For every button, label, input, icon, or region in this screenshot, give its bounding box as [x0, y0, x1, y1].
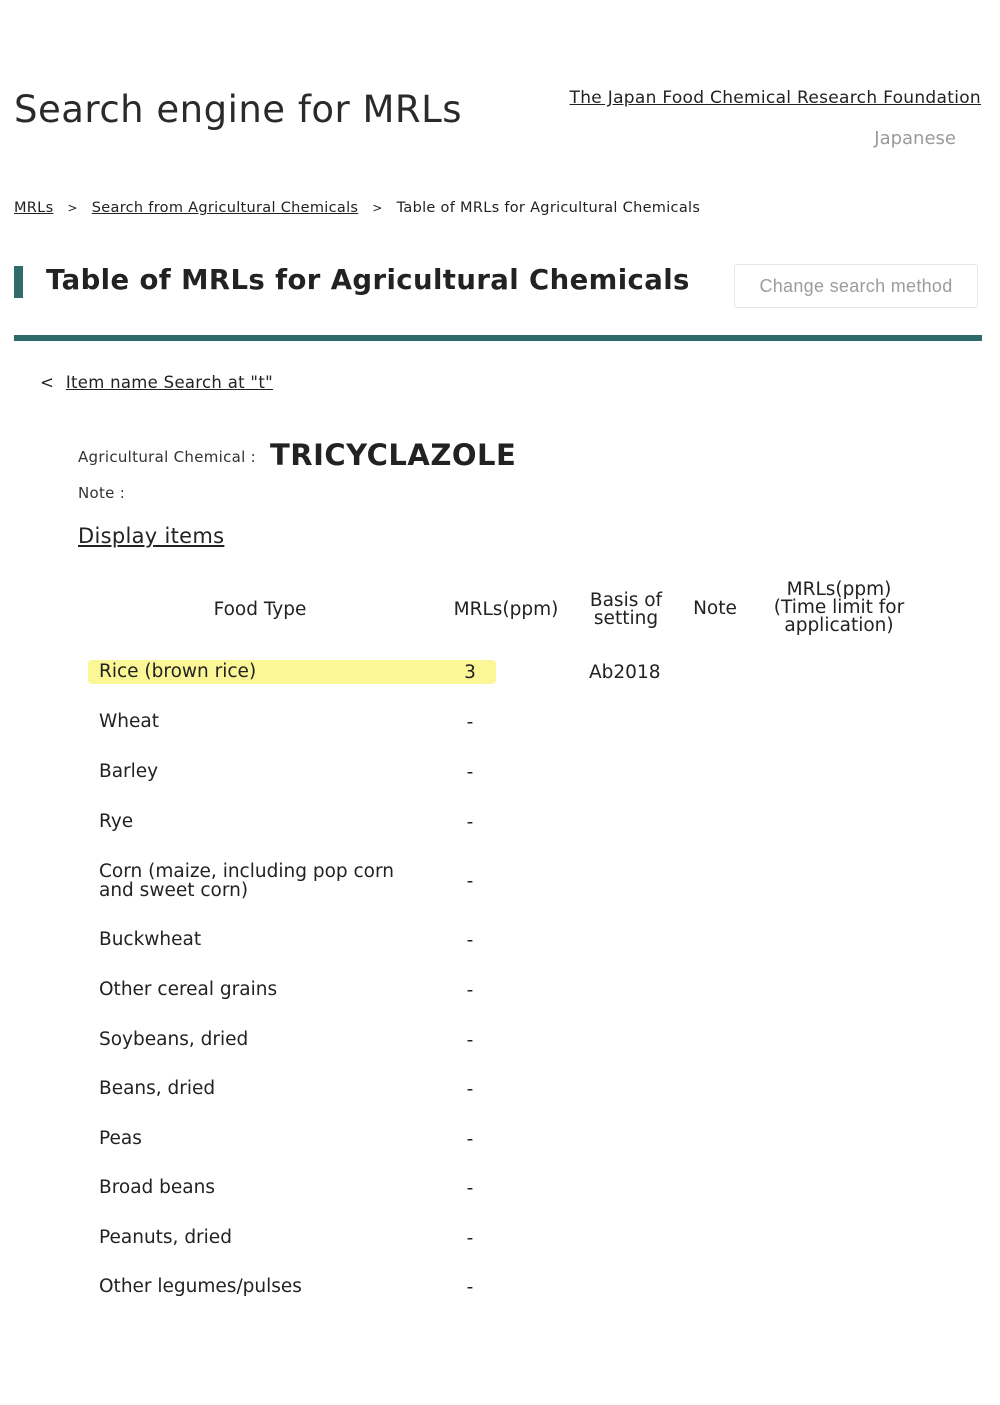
food-type-cell: Other legumes/pulses	[99, 1276, 302, 1297]
basis-cell: Ab2018	[589, 662, 661, 683]
header-mrls-time-line: MRLs(ppm)	[786, 579, 892, 600]
food-type-cell: Rice (brown rice)	[99, 661, 257, 682]
mrl-value-cell: -	[466, 980, 474, 1001]
table-row	[0, 1228, 1000, 1268]
header-note: Note	[693, 598, 737, 619]
table-row	[0, 1129, 1000, 1169]
mrl-value-cell: -	[466, 1178, 474, 1199]
back-navigation	[40, 373, 273, 392]
food-type-cell: Rye	[99, 811, 134, 832]
table-row	[0, 1277, 1000, 1317]
mrl-value-cell: -	[466, 1228, 474, 1249]
note-label: Note :	[78, 484, 126, 502]
breadcrumb	[14, 200, 700, 216]
header-mrls: MRLs(ppm)	[453, 599, 559, 620]
heading-accent-bar	[14, 266, 23, 298]
header-mrls-time-line: (Time limit for	[773, 597, 905, 618]
breadcrumb-item-search-agricultural-chemicals[interactable]: Search from Agricultural Chemicals	[91, 200, 359, 216]
mrl-value-cell: -	[466, 1030, 474, 1051]
food-type-line: Corn (maize, including pop corn	[99, 861, 395, 882]
header-basis-line: Basis of	[589, 590, 663, 611]
food-type-cell: Beans, dried	[99, 1078, 216, 1099]
food-type-line: and sweet corn)	[99, 880, 249, 901]
breadcrumb-separator: >	[372, 201, 383, 215]
mrl-value-cell: -	[466, 762, 474, 783]
display-items-link[interactable]: Display items	[78, 524, 225, 548]
header-food-type: Food Type	[213, 599, 307, 620]
header-basis-line: setting	[593, 608, 659, 629]
food-type-cell	[99, 862, 419, 900]
food-type-cell: Wheat	[99, 711, 159, 732]
table-row	[0, 712, 1000, 752]
mrl-value-cell: -	[466, 712, 474, 733]
table-row	[0, 862, 1000, 906]
food-type-cell: Other cereal grains	[99, 979, 278, 1000]
mrl-value-cell: -	[466, 1277, 474, 1298]
table-row	[0, 812, 1000, 852]
food-type-cell: Barley	[99, 761, 159, 782]
mrl-value-cell: -	[466, 1079, 474, 1100]
food-type-cell: Broad beans	[99, 1177, 215, 1198]
table-row	[0, 662, 1000, 702]
table-row	[0, 762, 1000, 802]
breadcrumb-separator: >	[67, 201, 78, 215]
chemical-name: TRICYCLAZOLE	[270, 438, 517, 472]
foundation-link[interactable]: The Japan Food Chemical Research Foundation	[569, 88, 981, 108]
table-row	[0, 930, 1000, 970]
breadcrumb-item-mrls[interactable]: MRLs	[14, 200, 54, 216]
heading-divider	[14, 335, 982, 341]
page-title: Table of MRLs for Agricultural Chemicals	[46, 264, 690, 296]
header-mrls-time-line: application)	[784, 615, 894, 636]
breadcrumb-item-current: Table of MRLs for Agricultural Chemicals	[396, 200, 701, 216]
language-link-japanese[interactable]: Japanese	[874, 128, 956, 149]
chevron-left-icon: <	[40, 373, 54, 392]
food-type-cell: Peanuts, dried	[99, 1227, 232, 1248]
site-title: Search engine for MRLs	[14, 88, 462, 131]
change-search-method-button[interactable]: Change search method	[734, 264, 978, 308]
mrl-value-cell: -	[466, 930, 474, 951]
mrl-value-cell: -	[466, 1129, 474, 1150]
header-mrls-time-limit	[764, 581, 914, 635]
mrl-value-cell: -	[466, 871, 474, 892]
mrl-value-cell: 3	[464, 662, 476, 683]
mrl-value-cell: -	[466, 812, 474, 833]
food-type-cell: Peas	[99, 1128, 142, 1149]
item-name-search-link[interactable]: Item name Search at "t"	[65, 373, 273, 392]
table-row	[0, 980, 1000, 1020]
chemical-label: Agricultural Chemical :	[78, 448, 257, 466]
food-type-cell: Buckwheat	[99, 929, 202, 950]
table-row	[0, 1030, 1000, 1070]
table-row	[0, 1178, 1000, 1218]
food-type-cell: Soybeans, dried	[99, 1029, 249, 1050]
header-basis-of-setting	[574, 592, 678, 628]
table-row	[0, 1079, 1000, 1119]
